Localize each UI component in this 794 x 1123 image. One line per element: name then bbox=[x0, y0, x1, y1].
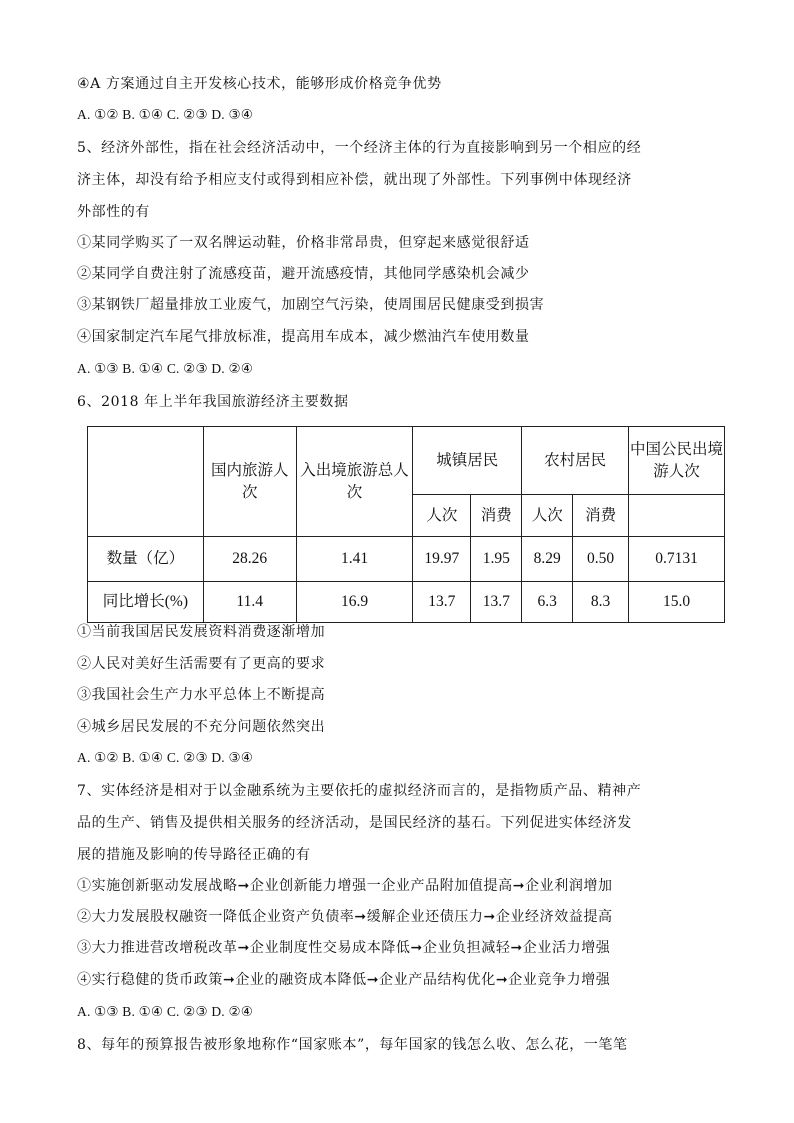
q7-statement-2: ②大力发展股权融资一降低企业资产负债率➞缓解企业还债压力➞企业经济效益提高 bbox=[77, 909, 613, 925]
question-7-stem-line-3: 展的措施及影响的传导路径正确的有 bbox=[77, 847, 311, 863]
q6-statement-2: ②人民对美好生活需要有了更高的要求 bbox=[77, 656, 326, 672]
answer-options-q6: A. ①② B. ①④ C. ②③ D. ③④ bbox=[77, 750, 254, 765]
table-cell: 0.50 bbox=[573, 537, 629, 582]
q7-statement-3: ③大力推进营改增税改革➞企业制度性交易成本降低➞企业负担减轻➞企业活力增强 bbox=[77, 940, 611, 956]
answer-options-q5: A. ①③ B. ①④ C. ②③ D. ②④ bbox=[77, 361, 254, 376]
q6-statement-3: ③我国社会生产力水平总体上不断提高 bbox=[77, 687, 326, 703]
question-5-stem-line-2: 济主体，却没有给予相应支付或得到相应补偿，就出现了外部性。下列事例中体现经济 bbox=[77, 172, 632, 188]
table-cell: 1.41 bbox=[296, 537, 413, 582]
subheader-rural-spending: 消费 bbox=[573, 495, 629, 537]
table-cell: 13.7 bbox=[471, 582, 522, 623]
subheader-rural-trips: 人次 bbox=[522, 495, 573, 537]
table-cell: 6.3 bbox=[522, 582, 573, 623]
q5-statement-1: ①某同学购买了一双名牌运动鞋，价格非常昂贵，但穿起来感觉很舒适 bbox=[77, 235, 530, 251]
row-label-growth: 同比增长(%) bbox=[88, 582, 204, 623]
question-7-stem-line-2: 品的生产、销售及提供相关服务的经济活动，是国民经济的基石。下列促进实体经济发 bbox=[77, 815, 632, 831]
answer-options-q4: A. ①② B. ①④ C. ②③ D. ③④ bbox=[77, 107, 254, 122]
subheader-urban-trips: 人次 bbox=[413, 495, 471, 537]
header-rural-residents: 农村居民 bbox=[522, 427, 629, 495]
q7-statement-4: ④实行稳健的货币政策➞企业的融资成本降低➞企业产品结构优化➞企业竞争力增强 bbox=[77, 972, 611, 988]
question-5-stem-line-1: 5、经济外部性，指在社会经济活动中，一个经济主体的行为直接影响到另一个相应的经 bbox=[77, 140, 642, 156]
question-5-stem-line-3: 外部性的有 bbox=[77, 204, 150, 220]
tourism-data-table bbox=[87, 426, 725, 623]
question-6-stem: 6、2018 年上半年我国旅游经济主要数据 bbox=[77, 394, 349, 410]
answer-options-q7: A. ①③ B. ①④ C. ②③ D. ②④ bbox=[77, 1004, 254, 1019]
table-cell: 28.26 bbox=[203, 537, 296, 582]
q5-statement-2: ②某同学自费注射了流感疫苗，避开流感疫情，其他同学感染机会减少 bbox=[77, 266, 530, 282]
table-cell: 13.7 bbox=[413, 582, 471, 623]
header-domestic-trips: 国内旅游人次 bbox=[203, 427, 296, 537]
q5-statement-3: ③某钢铁厂超量排放工业废气，加剧空气污染，使周围居民健康受到损害 bbox=[77, 297, 545, 313]
subheader-outbound-empty bbox=[629, 495, 725, 537]
table-cell: 16.9 bbox=[296, 582, 413, 623]
header-urban-residents: 城镇居民 bbox=[413, 427, 522, 495]
q7-statement-1: ①实施创新驱动发展战略➞企业创新能力增强一企业产品附加值提高➞企业利润增加 bbox=[77, 878, 613, 894]
table-cell: 8.3 bbox=[573, 582, 629, 623]
row-label-quantity: 数量（亿） bbox=[88, 537, 204, 582]
table-cell: 8.29 bbox=[522, 537, 573, 582]
q6-statement-4: ④城乡居民发展的不充分问题依然突出 bbox=[77, 719, 326, 735]
q5-statement-4: ④国家制定汽车尾气排放标准，提高用车成本，减少燃油汽车使用数量 bbox=[77, 329, 530, 345]
header-inbound-outbound-trips: 入出境旅游总人次 bbox=[296, 427, 413, 537]
subheader-urban-spending: 消费 bbox=[471, 495, 522, 537]
q6-statement-1: ①当前我国居民发展资料消费逐渐增加 bbox=[77, 624, 326, 640]
header-outbound-citizens: 中国公民出境游人次 bbox=[629, 427, 725, 495]
table-cell: 11.4 bbox=[203, 582, 296, 623]
table-cell: 1.95 bbox=[471, 537, 522, 582]
table-cell: 0.7131 bbox=[629, 537, 725, 582]
line-q4-option-4: ④A 方案通过自主开发核心技术，能够形成价格竞争优势 bbox=[77, 76, 442, 92]
table-cell: 19.97 bbox=[413, 537, 471, 582]
table-cell: 15.0 bbox=[629, 582, 725, 623]
table-corner-cell bbox=[88, 427, 204, 537]
question-8-stem-line-1: 8、每年的预算报告被形象地称作“国家账本”，每年国家的钱怎么收、怎么花，一笔笔 bbox=[77, 1037, 628, 1053]
question-7-stem-line-1: 7、实体经济是相对于以金融系统为主要依托的虚拟经济而言的，是指物质产品、精神产 bbox=[77, 783, 642, 799]
